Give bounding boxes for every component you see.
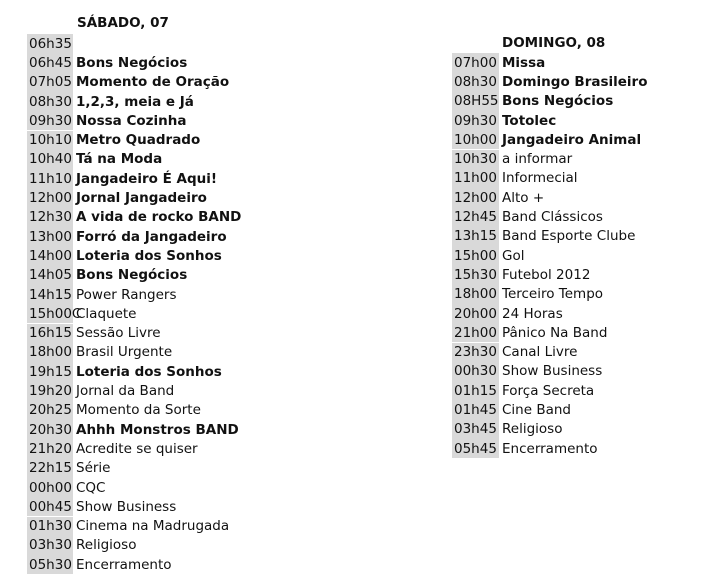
time-cell: 23h30 <box>452 343 499 362</box>
time-cell: 14h00 <box>29 247 72 264</box>
saturday-schedule-row <box>27 343 172 362</box>
program-name: Bons Negócios <box>76 267 188 284</box>
program-name: Religioso <box>76 537 137 554</box>
program-name: Cine Band <box>502 402 571 419</box>
sunday-schedule-row <box>452 92 613 111</box>
saturday-schedule-row <box>27 478 105 497</box>
sunday-schedule-row <box>452 362 602 381</box>
time-cell: 14h05 <box>29 267 72 284</box>
time-cell: 20h30 <box>29 421 72 438</box>
time-cell: 05h45 <box>452 439 499 458</box>
program-name: Ahhh Monstros BAND <box>76 421 239 438</box>
saturday-schedule-row <box>27 439 198 458</box>
saturday-schedule-row <box>27 555 172 574</box>
saturday-schedule-row <box>27 150 162 169</box>
saturday-schedule-row <box>27 131 200 150</box>
time-cell: 12h00 <box>452 188 499 207</box>
sunday-schedule-row <box>452 420 562 439</box>
program-name: Bons Negócios <box>502 93 614 110</box>
time-cell: 19h20 <box>29 383 72 400</box>
sunday-schedule-row <box>452 188 544 207</box>
sunday-schedule-row <box>452 150 572 169</box>
program-name: Canal Livre <box>502 344 578 361</box>
program-name: Power Rangers <box>76 286 177 303</box>
program-name: Band Esporte Clube <box>502 228 636 245</box>
program-name: Forró da Jangadeiro <box>76 228 227 245</box>
time-cell: 21h00 <box>452 323 499 342</box>
program-name: Totolec <box>502 112 557 129</box>
saturday-schedule-row <box>27 536 136 555</box>
sunday-schedule-row <box>452 111 556 130</box>
time-cell: 22h15 <box>29 460 72 477</box>
program-name: Terceiro Tempo <box>502 286 604 303</box>
saturday-schedule-row <box>27 169 217 188</box>
saturday-schedule-row <box>27 381 174 400</box>
saturday-schedule-row <box>27 401 201 420</box>
program-name: Brasil Urgente <box>76 344 173 361</box>
saturday-schedule-row <box>27 266 187 285</box>
time-cell: 19h15 <box>29 363 72 380</box>
sunday-schedule-row <box>452 381 594 400</box>
sunday-schedule-row <box>452 439 598 458</box>
time-cell: 15h00 <box>452 246 499 265</box>
sunday-schedule-row <box>452 323 607 342</box>
program-name: Domingo Brasileiro <box>502 73 648 90</box>
time-cell: 03h30 <box>29 537 72 554</box>
program-name: 1,2,3, meia e Já <box>76 93 194 110</box>
time-cell: 00h30 <box>452 362 499 381</box>
program-name: Bons Negócios <box>76 54 188 71</box>
saturday-schedule-row <box>27 304 136 323</box>
time-cell: 07h05 <box>29 74 72 91</box>
sunday-schedule-row <box>452 400 571 419</box>
program-name: Sessão Livre <box>76 325 161 342</box>
time-cell: 12h00 <box>29 190 72 207</box>
program-name: 24 Horas <box>502 305 563 322</box>
sunday-schedule-row <box>452 72 648 91</box>
time-cell: 08H55 <box>454 93 499 110</box>
program-name: Momento da Sorte <box>76 402 201 419</box>
program-name: Encerramento <box>502 440 598 457</box>
program-name: Metro Quadrado <box>76 132 201 149</box>
program-name: A vida de rocko BAND <box>76 209 242 226</box>
program-name: Nossa Cozinha <box>76 112 187 129</box>
sunday-schedule-row <box>452 130 641 149</box>
sunday-schedule-row <box>452 207 603 226</box>
time-cell: 11h00 <box>452 169 499 188</box>
sunday-schedule-row <box>452 285 603 304</box>
saturday-schedule-row <box>27 362 222 381</box>
program-name: Religioso <box>502 421 563 438</box>
program-name: Loteria dos Sonhos <box>76 363 222 380</box>
sunday-schedule-row <box>452 169 578 188</box>
program-name: Futebol 2012 <box>502 266 591 283</box>
saturday-schedule-row <box>27 420 239 439</box>
time-cell: 08h30 <box>452 72 499 91</box>
time-cell: 15h00C <box>29 305 82 322</box>
saturday-schedule-row <box>27 517 229 536</box>
program-name: Jornal Jangadeiro <box>76 190 207 207</box>
time-cell: 10h10 <box>29 132 72 149</box>
time-cell: 08h30 <box>29 93 72 110</box>
saturday-schedule-row <box>27 73 229 92</box>
time-cell: 07h00 <box>452 53 499 72</box>
time-cell: 20h25 <box>29 402 72 419</box>
time-cell: 00h00 <box>29 479 72 496</box>
time-cell: 18h00 <box>29 344 72 361</box>
time-cell: 05h30 <box>29 556 72 573</box>
program-name: Informecial <box>502 170 578 187</box>
sunday-schedule-row <box>452 265 590 284</box>
time-cell: 14h15 <box>29 286 72 303</box>
program-name: Tá na Moda <box>76 151 163 168</box>
time-cell: 09h30 <box>29 112 72 129</box>
time-cell: 13h00 <box>29 228 72 245</box>
time-cell: 06h45 <box>29 54 72 71</box>
time-cell: 09h30 <box>452 111 499 130</box>
time-cell: 12h30 <box>29 209 72 226</box>
time-cell: 10h30 <box>452 150 499 169</box>
program-name: Jangadeiro É Aqui! <box>76 170 218 187</box>
time-cell: 20h00 <box>452 304 499 323</box>
program-name: Loteria dos Sonhos <box>76 247 222 264</box>
sunday-schedule-row <box>452 53 545 72</box>
program-name: CQC <box>76 479 106 496</box>
program-name: Gol <box>502 247 525 264</box>
saturday-schedule-row <box>27 459 110 478</box>
saturday-title: SÁBADO, 07 <box>77 15 169 31</box>
saturday-schedule-row <box>27 53 187 72</box>
sunday-schedule-row <box>452 246 524 265</box>
program-name: Jangadeiro Animal <box>502 131 642 148</box>
program-name: Missa <box>502 54 546 71</box>
saturday-schedule-row <box>27 111 186 130</box>
program-name: Momento de Oração <box>76 74 230 91</box>
time-cell: 11h10 <box>29 170 72 187</box>
program-name: Encerramento <box>76 556 172 573</box>
saturday-schedule-row <box>27 34 76 53</box>
saturday-schedule-row <box>27 208 241 227</box>
saturday-schedule-row <box>27 92 194 111</box>
time-cell: 01h15 <box>452 381 499 400</box>
time-cell: 00h45 <box>29 498 72 515</box>
time-cell: 10h00 <box>452 130 499 149</box>
program-name: Alto + <box>502 189 545 206</box>
time-cell: 18h00 <box>452 285 499 304</box>
program-name: Cinema na Madrugada <box>76 518 230 535</box>
program-name: Show Business <box>502 363 603 380</box>
time-cell: 15h30 <box>452 265 499 284</box>
program-name: Claquete <box>76 305 137 322</box>
program-name: Pânico Na Band <box>502 324 608 341</box>
saturday-schedule-row <box>27 497 176 516</box>
saturday-schedule-row <box>27 285 176 304</box>
sunday-schedule-row <box>452 227 635 246</box>
saturday-schedule-row <box>27 324 161 343</box>
time-cell: 16h15 <box>29 325 72 342</box>
sunday-schedule-row <box>452 343 577 362</box>
time-cell: 03h45 <box>452 420 499 439</box>
sunday-title: DOMINGO, 08 <box>502 35 606 51</box>
program-name: Força Secreta <box>502 382 595 399</box>
time-cell: 06h35 <box>29 35 72 52</box>
program-name: Jornal da Band <box>76 383 175 400</box>
time-cell: 10h40 <box>29 151 72 168</box>
time-cell: 13h15 <box>452 227 499 246</box>
saturday-schedule-row <box>27 227 227 246</box>
sunday-schedule-row <box>452 304 563 323</box>
program-name: Show Business <box>76 498 177 515</box>
time-cell: 01h30 <box>29 518 72 535</box>
program-name: Série <box>76 460 111 477</box>
time-cell: 01h45 <box>452 400 499 419</box>
program-name: a informar <box>502 151 573 168</box>
saturday-schedule-row <box>27 188 207 207</box>
program-name: Acredite se quiser <box>76 440 198 457</box>
program-name: Band Clássicos <box>502 209 603 226</box>
saturday-schedule-row <box>27 246 222 265</box>
time-cell: 21h20 <box>29 440 72 457</box>
time-cell: 12h45 <box>452 207 499 226</box>
